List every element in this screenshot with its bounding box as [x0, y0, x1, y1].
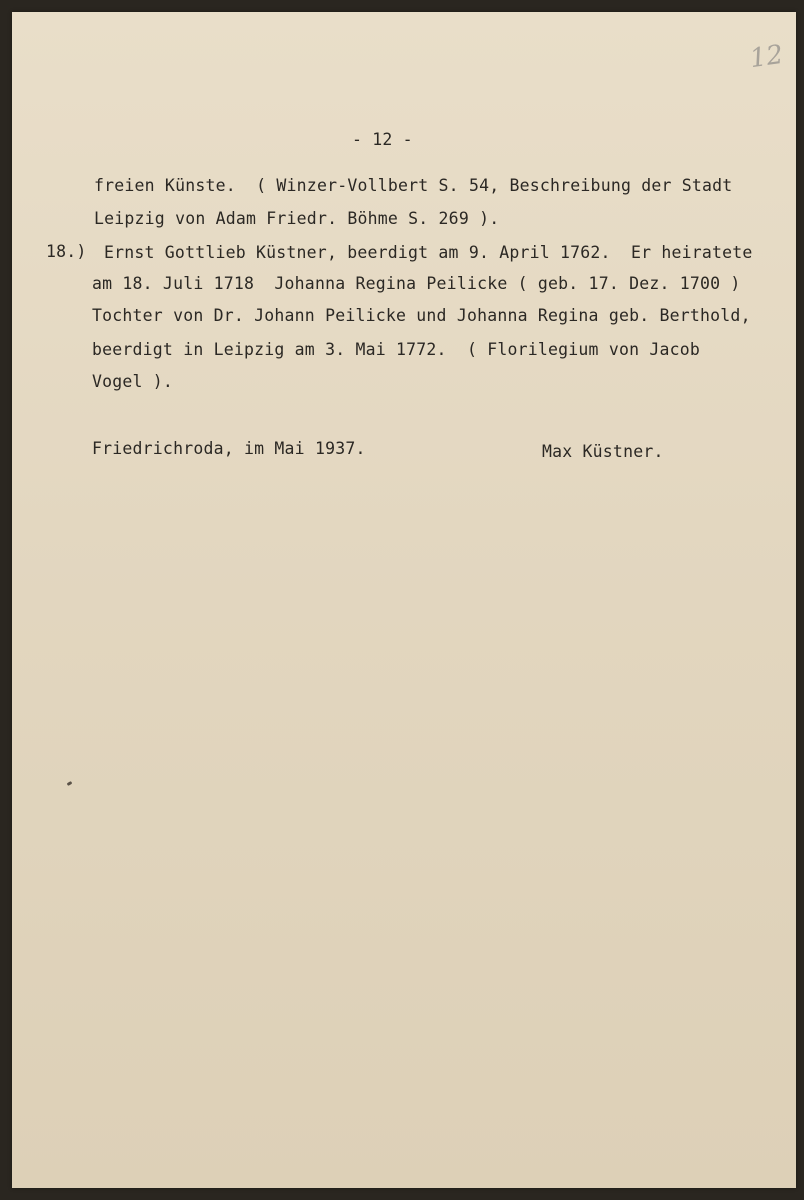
place-date: Friedrichroda, im Mai 1937.: [92, 439, 366, 458]
page-number: - 12 -: [352, 130, 413, 149]
text-line-5: Tochter von Dr. Johann Peilicke und Johanna Regina geb. Berthold,: [92, 306, 751, 325]
text-line-7: Vogel ).: [92, 372, 174, 391]
entry-number: 18.): [46, 242, 87, 261]
ink-smudge: [67, 781, 73, 786]
text-line-1: freien Künste. ( Winzer-Vollbert S. 54, Beschreibung der Stadt: [94, 176, 733, 195]
document-page: [12, 12, 796, 1188]
folio-number-mark: 12: [748, 39, 786, 75]
text-line-3: Ernst Gottlieb Küstner, beerdigt am 9. April 1762. Er heiratete: [104, 243, 753, 262]
text-line-4: am 18. Juli 1718 Johanna Regina Peilicke ( geb. 17. Dez. 1700 ): [92, 274, 741, 293]
text-line-2: Leipzig von Adam Friedr. Böhme S. 269 ).: [94, 209, 500, 228]
signature-name: Max Küstner.: [542, 442, 664, 461]
text-line-6: beerdigt in Leipzig am 3. Mai 1772. ( Florilegium von Jacob: [92, 340, 701, 359]
